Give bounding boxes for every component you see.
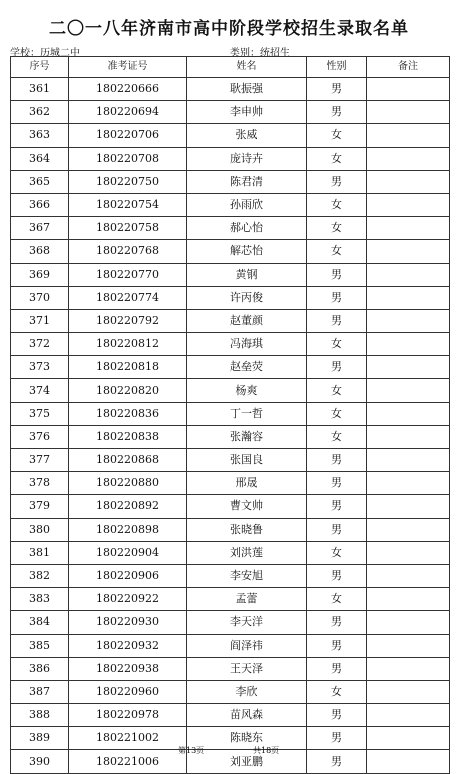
- cell-gender: 女: [307, 124, 367, 147]
- cell-serial: 363: [11, 124, 69, 147]
- cell-gender: 女: [307, 379, 367, 402]
- cell-exam-id: 180220750: [69, 170, 187, 193]
- cell-name: 黄钢: [187, 263, 307, 286]
- cell-name: 许丙俊: [187, 286, 307, 309]
- cell-name: 赵垒荧: [187, 356, 307, 379]
- table-row: [11, 124, 450, 147]
- cell-name: 张威: [187, 124, 307, 147]
- cell-name: 孟蕾: [187, 588, 307, 611]
- cell-gender: 男: [307, 170, 367, 193]
- cell-exam-id: 180220768: [69, 240, 187, 263]
- table-row: [11, 356, 450, 379]
- cell-name: 李安旭: [187, 564, 307, 587]
- cell-gender: 男: [307, 657, 367, 680]
- cell-exam-id: 180220930: [69, 611, 187, 634]
- cell-gender: 女: [307, 333, 367, 356]
- page-number: 第13页: [178, 746, 205, 755]
- cell-remark: [367, 147, 450, 170]
- cell-remark: [367, 333, 450, 356]
- cell-name: 耿振强: [187, 78, 307, 101]
- table-row: [11, 634, 450, 657]
- cell-gender: 女: [307, 680, 367, 703]
- cell-serial: 382: [11, 564, 69, 587]
- cell-remark: [367, 240, 450, 263]
- cell-serial: 369: [11, 263, 69, 286]
- cell-remark: [367, 379, 450, 402]
- table-header-row: [11, 57, 450, 78]
- cell-remark: [367, 680, 450, 703]
- cell-gender: 女: [307, 147, 367, 170]
- header-exam-id: 准考证号: [69, 57, 187, 78]
- cell-name: 张晓鲁: [187, 518, 307, 541]
- cell-gender: 男: [307, 263, 367, 286]
- cell-serial: 388: [11, 704, 69, 727]
- table-row: [11, 101, 450, 124]
- table-row: [11, 541, 450, 564]
- cell-gender: 男: [307, 704, 367, 727]
- cell-exam-id: 180220818: [69, 356, 187, 379]
- cell-exam-id: 180220820: [69, 379, 187, 402]
- cell-exam-id: 180220836: [69, 402, 187, 425]
- table-row: [11, 472, 450, 495]
- cell-gender: 女: [307, 240, 367, 263]
- cell-name: 刘亚鹏: [187, 750, 307, 773]
- cell-name: 陈君清: [187, 170, 307, 193]
- table-row: [11, 611, 450, 634]
- cell-exam-id: 180220978: [69, 704, 187, 727]
- table-body: [11, 78, 450, 774]
- table-row: [11, 680, 450, 703]
- table-row: [11, 588, 450, 611]
- cell-exam-id: 180221002: [69, 727, 187, 750]
- cell-exam-id: 180220922: [69, 588, 187, 611]
- cell-name: 李申帅: [187, 101, 307, 124]
- cell-serial: 373: [11, 356, 69, 379]
- cell-exam-id: 180221006: [69, 750, 187, 773]
- table-row: [11, 704, 450, 727]
- table-row: [11, 217, 450, 240]
- table-row: [11, 449, 450, 472]
- cell-serial: 381: [11, 541, 69, 564]
- table-row: [11, 657, 450, 680]
- cell-exam-id: 180220932: [69, 634, 187, 657]
- admission-table: [10, 56, 450, 774]
- cell-gender: 女: [307, 425, 367, 448]
- cell-name: 王天泽: [187, 657, 307, 680]
- cell-serial: 380: [11, 518, 69, 541]
- cell-exam-id: 180220708: [69, 147, 187, 170]
- cell-serial: 371: [11, 309, 69, 332]
- cell-name: 解芯怡: [187, 240, 307, 263]
- cell-gender: 男: [307, 611, 367, 634]
- cell-name: 刘洪莲: [187, 541, 307, 564]
- cell-serial: 383: [11, 588, 69, 611]
- cell-serial: 376: [11, 425, 69, 448]
- cell-exam-id: 180220812: [69, 333, 187, 356]
- cell-name: 邢晟: [187, 472, 307, 495]
- cell-serial: 385: [11, 634, 69, 657]
- header-serial: 序号: [11, 57, 69, 78]
- table-row: [11, 240, 450, 263]
- cell-name: 苗风森: [187, 704, 307, 727]
- cell-remark: [367, 472, 450, 495]
- cell-name: 张瀚容: [187, 425, 307, 448]
- cell-gender: 女: [307, 193, 367, 216]
- cell-serial: 368: [11, 240, 69, 263]
- cell-remark: [367, 449, 450, 472]
- cell-serial: 365: [11, 170, 69, 193]
- cell-exam-id: 180220838: [69, 425, 187, 448]
- cell-remark: [367, 541, 450, 564]
- cell-serial: 362: [11, 101, 69, 124]
- cell-exam-id: 180220892: [69, 495, 187, 518]
- table-row: [11, 193, 450, 216]
- table-row: [11, 286, 450, 309]
- cell-serial: 378: [11, 472, 69, 495]
- table-row: [11, 379, 450, 402]
- cell-serial: 370: [11, 286, 69, 309]
- cell-serial: 367: [11, 217, 69, 240]
- table-row: [11, 333, 450, 356]
- cell-remark: [367, 495, 450, 518]
- page-title: 二〇一八年济南市高中阶段学校招生录取名单: [49, 19, 409, 39]
- cell-remark: [367, 78, 450, 101]
- cell-exam-id: 180220754: [69, 193, 187, 216]
- cell-gender: 男: [307, 750, 367, 773]
- cell-remark: [367, 611, 450, 634]
- cell-exam-id: 180220792: [69, 309, 187, 332]
- cell-serial: 390: [11, 750, 69, 773]
- table-row: [11, 425, 450, 448]
- cell-gender: 男: [307, 78, 367, 101]
- cell-exam-id: 180220938: [69, 657, 187, 680]
- cell-exam-id: 180220770: [69, 263, 187, 286]
- cell-gender: 男: [307, 101, 367, 124]
- cell-exam-id: 180220694: [69, 101, 187, 124]
- table-row: [11, 147, 450, 170]
- table-row: [11, 170, 450, 193]
- cell-serial: 375: [11, 402, 69, 425]
- category-label: 类别：统招生: [230, 48, 290, 59]
- cell-gender: 男: [307, 356, 367, 379]
- cell-serial: 364: [11, 147, 69, 170]
- table-row: [11, 309, 450, 332]
- cell-gender: 女: [307, 402, 367, 425]
- school-label: 学校：历城二中: [10, 48, 80, 59]
- cell-serial: 379: [11, 495, 69, 518]
- cell-name: 丁一哲: [187, 402, 307, 425]
- cell-name: 冯海琪: [187, 333, 307, 356]
- cell-exam-id: 180220906: [69, 564, 187, 587]
- cell-name: 阎泽祎: [187, 634, 307, 657]
- cell-gender: 女: [307, 541, 367, 564]
- cell-gender: 男: [307, 286, 367, 309]
- table-header: [11, 57, 450, 78]
- cell-remark: [367, 263, 450, 286]
- table-row: [11, 495, 450, 518]
- cell-remark: [367, 518, 450, 541]
- cell-name: 曹文帅: [187, 495, 307, 518]
- cell-gender: 男: [307, 518, 367, 541]
- cell-exam-id: 180220758: [69, 217, 187, 240]
- cell-gender: 男: [307, 564, 367, 587]
- page-total: 共18页: [253, 746, 280, 755]
- cell-gender: 男: [307, 495, 367, 518]
- cell-exam-id: 180220774: [69, 286, 187, 309]
- header-name: 姓名: [187, 57, 307, 78]
- header-gender: 性别: [307, 57, 367, 78]
- cell-name: 张国良: [187, 449, 307, 472]
- cell-serial: 389: [11, 727, 69, 750]
- cell-remark: [367, 564, 450, 587]
- cell-gender: 男: [307, 472, 367, 495]
- cell-remark: [367, 101, 450, 124]
- table-row: [11, 564, 450, 587]
- cell-exam-id: 180220868: [69, 449, 187, 472]
- cell-remark: [367, 657, 450, 680]
- cell-serial: 386: [11, 657, 69, 680]
- cell-remark: [367, 704, 450, 727]
- header-remark: 备注: [367, 57, 450, 78]
- cell-gender: 女: [307, 588, 367, 611]
- cell-remark: [367, 124, 450, 147]
- cell-remark: [367, 402, 450, 425]
- cell-serial: 384: [11, 611, 69, 634]
- table-row: [11, 78, 450, 101]
- cell-gender: 男: [307, 309, 367, 332]
- cell-serial: 361: [11, 78, 69, 101]
- cell-name: 郝心怡: [187, 217, 307, 240]
- cell-gender: 男: [307, 727, 367, 750]
- cell-remark: [367, 217, 450, 240]
- cell-serial: 372: [11, 333, 69, 356]
- cell-remark: [367, 309, 450, 332]
- cell-remark: [367, 286, 450, 309]
- cell-name: 赵董颜: [187, 309, 307, 332]
- cell-gender: 男: [307, 449, 367, 472]
- cell-exam-id: 180220666: [69, 78, 187, 101]
- cell-exam-id: 180220960: [69, 680, 187, 703]
- cell-exam-id: 180220706: [69, 124, 187, 147]
- cell-remark: [367, 170, 450, 193]
- cell-remark: [367, 634, 450, 657]
- cell-remark: [367, 588, 450, 611]
- table-row: [11, 263, 450, 286]
- cell-name: 杨爽: [187, 379, 307, 402]
- cell-serial: 374: [11, 379, 69, 402]
- cell-name: 孙雨欣: [187, 193, 307, 216]
- cell-remark: [367, 193, 450, 216]
- cell-gender: 女: [307, 217, 367, 240]
- cell-exam-id: 180220898: [69, 518, 187, 541]
- table-row: [11, 402, 450, 425]
- cell-remark: [367, 425, 450, 448]
- cell-name: 庞诗卉: [187, 147, 307, 170]
- cell-gender: 男: [307, 634, 367, 657]
- cell-exam-id: 180220880: [69, 472, 187, 495]
- cell-exam-id: 180220904: [69, 541, 187, 564]
- cell-serial: 366: [11, 193, 69, 216]
- cell-serial: 377: [11, 449, 69, 472]
- cell-name: 李欣: [187, 680, 307, 703]
- table-row: [11, 518, 450, 541]
- cell-serial: 387: [11, 680, 69, 703]
- cell-name: 陈晓东: [187, 727, 307, 750]
- footer: [0, 745, 458, 757]
- cell-remark: [367, 356, 450, 379]
- cell-name: 李天洋: [187, 611, 307, 634]
